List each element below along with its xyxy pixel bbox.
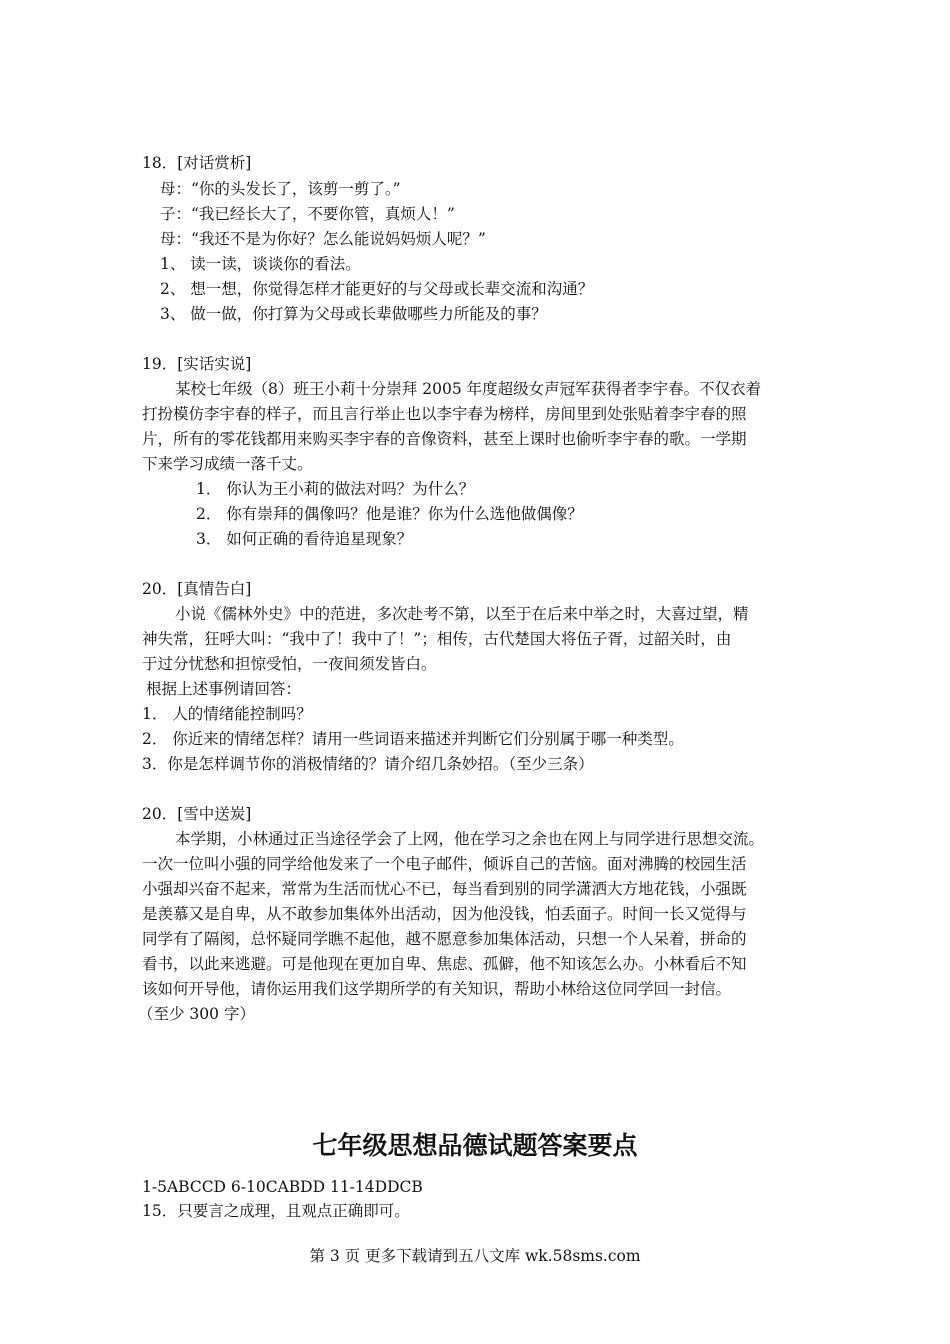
answers-line: 1-5ABCCD 6-10CABDD 11-14DDCB xyxy=(142,1178,423,1196)
q18-question: 2、 想一想，你觉得怎样才能更好的与父母或长辈交流和沟通？ xyxy=(160,280,594,298)
q20a-paragraph-line: 小说《儒林外史》中的范进，多次赴考不第，以至于在后来中举之时，大喜过望，精 xyxy=(175,605,749,623)
q20a-question: 3．你是怎样调节你的消极情绪的？请介绍几条妙招。（至少三条） xyxy=(142,755,594,773)
q20a-paragraph-line: 神失常，狂呼大叫：“我中了！我中了！”；相传，古代楚国大将伍子胥，过韶关时，由 xyxy=(142,630,732,648)
q19-paragraph-line: 打扮模仿李宇春的样子，而且言行举止也以李宇春为榜样，房间里到处张贴着李宇春的照 xyxy=(142,405,747,423)
q18-dialogue-line: 子：“我已经长大了，不要你管，真烦人！” xyxy=(160,205,455,223)
q20b-paragraph-line: 看书，以此来逃避。可是他现在更加自卑、焦虑、孤僻，他不知该怎么办。小林看后不知 xyxy=(142,955,747,973)
q19-paragraph-line: 片，所有的零花钱都用来购买李宇春的音像资料，甚至上课时也偷听李宇春的歌。一学期 xyxy=(142,430,747,448)
q20a-question: 1． 人的情绪能控制吗？ xyxy=(142,705,312,723)
q18-heading: 18．[对话赏析] xyxy=(142,154,252,172)
q19-paragraph-line: 某校七年级（8）班王小莉十分崇拜 2005 年度超级女声冠军获得者李宇春。不仅衣着 xyxy=(175,380,762,398)
q20a-question: 2． 你近来的情绪怎样？请用一些词语来描述并判断它们分别属于哪一种类型。 xyxy=(142,730,684,748)
q19-heading: 19．[实话实说] xyxy=(142,355,252,373)
answers-line: 15．只要言之成理，且观点正确即可。 xyxy=(142,1202,410,1220)
q19-paragraph-line: 下来学习成绩一落千丈。 xyxy=(142,455,313,473)
answers-title: 七年级思想品德试题答案要点 xyxy=(312,1131,638,1160)
q19-question: 3． 如何正确的看待追星现象？ xyxy=(196,530,413,548)
q20a-paragraph-line: 于过分忧愁和担惊受怕，一夜间须发皆白。 xyxy=(142,655,437,673)
q20b-paragraph-line: 本学期，小林通过正当途径学会了上网，他在学习之余也在网上与同学进行思想交流。 xyxy=(175,830,765,848)
q18-question: 1、 读一读，谈谈你的看法。 xyxy=(160,255,361,273)
q18-dialogue-line: 母：“我还不是为你好？怎么能说妈妈烦人呢？” xyxy=(160,230,486,248)
page-footer: 第 3 页 更多下载请到五八文库 wk.58sms.com xyxy=(309,1247,641,1265)
q19-question: 1． 你认为王小莉的做法对吗？为什么？ xyxy=(196,480,475,498)
q18-dialogue-line: 母：“你的头发长了，该剪一剪了。” xyxy=(160,180,401,198)
q20b-paragraph-line: （至少 300 字） xyxy=(138,1005,255,1023)
q20a-heading: 20．[真情告白] xyxy=(142,580,252,598)
q20b-paragraph-line: 一次一位叫小强的同学给他发来了一个电子邮件，倾诉自己的苦恼。面对沸腾的校园生活 xyxy=(142,855,747,873)
q20b-heading: 20．[雪中送炭] xyxy=(142,805,252,823)
q20b-paragraph-line: 小强却兴奋不起来，常常为生活而忧心不已，每当看到别的同学潇洒大方地花钱，小强既 xyxy=(142,880,747,898)
q20b-paragraph-line: 该如何开导他，请你运用我们这学期所学的有关知识，帮助小林给这位同学回一封信。 xyxy=(142,980,732,998)
q20a-prompt: 根据上述事例请回答： xyxy=(146,680,302,698)
q20b-paragraph-line: 同学有了隔阂，总怀疑同学瞧不起他，越不愿意参加集体活动，只想一个人呆着，拼命的 xyxy=(142,930,747,948)
q18-question: 3、 做一做，你打算为父母或长辈做哪些力所能及的事？ xyxy=(160,305,547,323)
q20b-paragraph-line: 是羡慕又是自卑，从不敢参加集体外出活动，因为他没钱，怕丢面子。时间一长又觉得与 xyxy=(142,905,747,923)
q19-question: 2． 你有崇拜的偶像吗？他是谁？你为什么选他做偶像？ xyxy=(196,505,583,523)
